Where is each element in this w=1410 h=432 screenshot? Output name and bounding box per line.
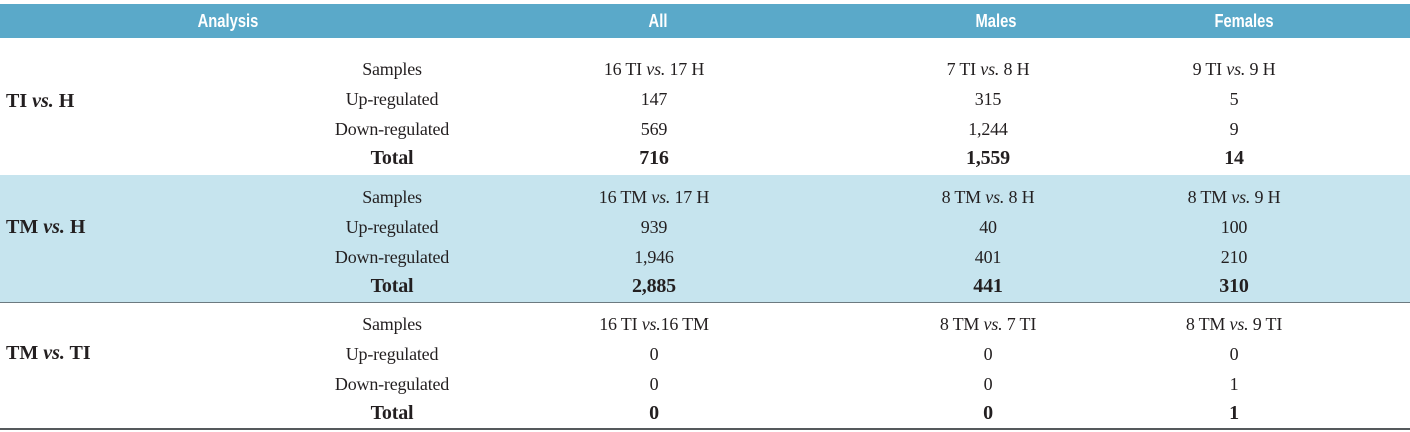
- males-down: 401: [974, 247, 1002, 267]
- all-samples: 16 TI vs. 17 H: [603, 59, 705, 79]
- males-total: 1,559: [965, 147, 1010, 169]
- all-total: 0: [649, 402, 659, 424]
- row-label-total: Total: [370, 147, 414, 169]
- header-analysis: Analysis: [197, 11, 259, 31]
- row-label-samples: Samples: [362, 187, 422, 207]
- row-label-down: Down-regulated: [334, 247, 450, 267]
- group-label: TM vs. TI: [6, 342, 91, 364]
- row-label-samples: Samples: [362, 59, 422, 79]
- all-total: 716: [639, 147, 669, 169]
- row-label-samples: Samples: [362, 314, 422, 334]
- males-total: 441: [973, 275, 1003, 297]
- males-up: 315: [974, 89, 1002, 109]
- males-down: 0: [983, 374, 993, 394]
- all-up: 939: [640, 217, 668, 237]
- males-total: 0: [983, 402, 993, 424]
- females-down: 1: [1229, 374, 1239, 394]
- males-samples: 8 TM vs. 7 TI: [939, 314, 1037, 334]
- all-samples: 16 TM vs. 17 H: [598, 187, 710, 207]
- row-label-up: Up-regulated: [345, 89, 439, 109]
- row-label-total: Total: [370, 275, 414, 297]
- all-down: 0: [649, 374, 659, 394]
- females-total: 14: [1224, 147, 1244, 169]
- header-all: All: [648, 11, 668, 31]
- all-up: 147: [640, 89, 668, 109]
- row-label-down: Down-regulated: [334, 119, 450, 139]
- table-bottom-rule: [0, 428, 1410, 430]
- females-samples: 8 TM vs. 9 H: [1187, 187, 1281, 207]
- females-samples: 8 TM vs. 9 TI: [1185, 314, 1283, 334]
- females-up: 5: [1229, 89, 1239, 109]
- group-tm-vs-h: [0, 175, 1410, 302]
- header-females: Females: [1214, 11, 1274, 31]
- females-total: 1: [1229, 402, 1239, 424]
- row-label-up: Up-regulated: [345, 344, 439, 364]
- females-up: 100: [1220, 217, 1248, 237]
- females-samples: 9 TI vs. 9 H: [1192, 59, 1276, 79]
- group-ti-vs-h: [0, 54, 1410, 181]
- all-samples: 16 TI vs.16 TM: [599, 314, 709, 334]
- all-total: 2,885: [631, 275, 676, 297]
- females-down: 210: [1220, 247, 1248, 267]
- females-up: 0: [1229, 344, 1239, 364]
- males-samples: 8 TM vs. 8 H: [941, 187, 1035, 207]
- table-header: [0, 4, 1410, 38]
- males-up: 40: [979, 217, 997, 237]
- row-label-up: Up-regulated: [345, 217, 439, 237]
- row-label-down: Down-regulated: [334, 374, 450, 394]
- females-total: 310: [1219, 275, 1249, 297]
- group-label: TM vs. H: [6, 216, 86, 238]
- all-up: 0: [649, 344, 659, 364]
- females-down: 9: [1229, 119, 1239, 139]
- row-label-total: Total: [370, 402, 414, 424]
- males-samples: 7 TI vs. 8 H: [946, 59, 1030, 79]
- males-down: 1,244: [968, 119, 1008, 139]
- all-down: 569: [640, 119, 668, 139]
- group-tm-vs-ti: [0, 303, 1410, 430]
- males-up: 0: [983, 344, 993, 364]
- header-males: Males: [975, 11, 1017, 31]
- all-down: 1,946: [634, 247, 674, 267]
- group-label: TI vs. H: [6, 90, 75, 112]
